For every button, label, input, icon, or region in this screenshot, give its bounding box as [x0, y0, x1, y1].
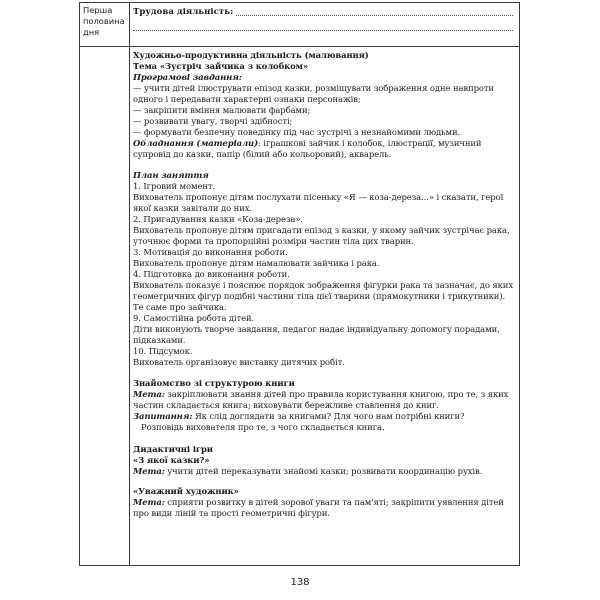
book-goal: [133, 389, 513, 411]
game-title: «З якої казки?»: [133, 455, 210, 466]
book-question: [133, 411, 513, 422]
goal-text: учити дітей переказувати знайомі казки; розвивати координацію рухів.: [164, 466, 483, 477]
goal-label: Мета:: [133, 389, 165, 400]
game-goal: [133, 466, 513, 477]
goal-text: сприяти розвитку в дітей зорової уваги та пам'яті; закріпити уявлення дітей про види ліній та прості геометричні фігури.: [133, 496, 504, 518]
lesson-heading: Художньо-продуктивна діяльність (малювання): [133, 50, 369, 60]
spacer: [133, 433, 513, 444]
lesson-theme: Тема «Зустріч зайчика з колобком»: [133, 60, 309, 71]
equipment-paragraph: [133, 138, 513, 160]
column-divider: [129, 3, 130, 565]
plan-step-text: Вихователь пропонує дітям намалювати зайчика і рака.: [133, 258, 380, 269]
equipment-text: : іграшкові зайчик і колобок, ілюстрації, музичний супровід до казки, папір (білий або кольоровий), акварель.: [133, 137, 482, 159]
spacer: [133, 477, 513, 486]
goal-label: Мета:: [133, 496, 165, 507]
spacer: [133, 160, 513, 171]
time-of-day-label: Перша половина дня: [83, 5, 125, 37]
labor-activity-title: Трудова діяльність:: [133, 7, 234, 17]
objective-item: — формувати безпечну поведінку під час зустрічі з незнайомими людьми.: [133, 126, 461, 137]
equipment-label: Обладнання (матеріали): [133, 137, 258, 148]
question-text: Як слід доглядати за книгами? Для чого нам потрібні книги?: [192, 411, 465, 422]
page-number: 138: [290, 577, 310, 588]
games-heading: Дидактичні ігри: [133, 444, 213, 455]
goal-text: закріплювати знання дітей про правила користування книгою, про те, з яких частин складається книга; виховувати бережливе ставлення до книг.: [133, 389, 509, 411]
question-label: Запитання:: [133, 411, 193, 422]
plan-step-title: 2. Пригадування казки «Коза-дереза».: [133, 214, 303, 225]
plan-step-text: Діти виконують творче завдання, педагог надає індивідуальну допомогу порадами, підказками.: [133, 323, 500, 345]
plan-title: План заняття: [133, 170, 209, 181]
time-of-day-cell: [83, 5, 127, 38]
objectives-title: Програмові завдання:: [133, 71, 242, 82]
row-divider: [80, 46, 519, 47]
book-heading: Знайомство зі структурою книги: [133, 378, 295, 389]
game-goal: [133, 497, 513, 519]
plan-step-text: Вихователь показує і пояснює порядок зображення фігурки рака та зазначає, до яких геометричних фігур подібні частини тіла цієї тварини (прямокутники і трикутники). Те саме про зайчика.: [133, 279, 513, 312]
labor-activity-cell: [133, 7, 513, 31]
plan-step-text: Вихователь пропонує дітям пригадати епізод з казки, у якому зайчик зустрічає рака, уточнює форми та пропорційні розміри частин тіла цих тварин.: [133, 225, 510, 247]
plan-step-title: 10. Підсумок.: [133, 345, 193, 356]
planner-table: [79, 2, 520, 566]
plan-step-title: 9. Самостійна робота дітей.: [133, 312, 255, 323]
plan-step-text: Вихователь пропонує дітям послухати пісеньку «Я — коза-дереза...» і сказати, герої якої казки завітали до них.: [133, 192, 504, 214]
objective-item: — розвивати увагу, творчі здібності;: [133, 115, 293, 126]
game-title: «Уважний художник»: [133, 485, 239, 496]
plan-step-title: 3. Мотивація до виконання роботи.: [133, 247, 288, 258]
goal-label: Мета:: [133, 466, 165, 477]
labor-activity-line: [133, 7, 513, 18]
spacer: [133, 368, 513, 379]
book-story: Розповідь вихователя про те, з чого складається книга.: [141, 422, 385, 433]
objective-item: — учити дітей ілюструвати епізод казки, розміщувати зображення одне навпроти одного і передавати характерні ознаки персонажів;: [133, 82, 494, 104]
dotted-fill-line: [236, 15, 513, 16]
lesson-content: [133, 50, 513, 519]
plan-step-title: 4. Підготовка до виконання роботи.: [133, 269, 290, 279]
plan-step-text: Вихователь організовує виставку дитячих робіт.: [133, 356, 345, 367]
objective-item: — закріпити вміння малювати фарбами;: [133, 104, 311, 115]
plan-step-title: 1. Ігровий момент.: [133, 181, 216, 192]
dotted-fill-line: [133, 30, 513, 31]
